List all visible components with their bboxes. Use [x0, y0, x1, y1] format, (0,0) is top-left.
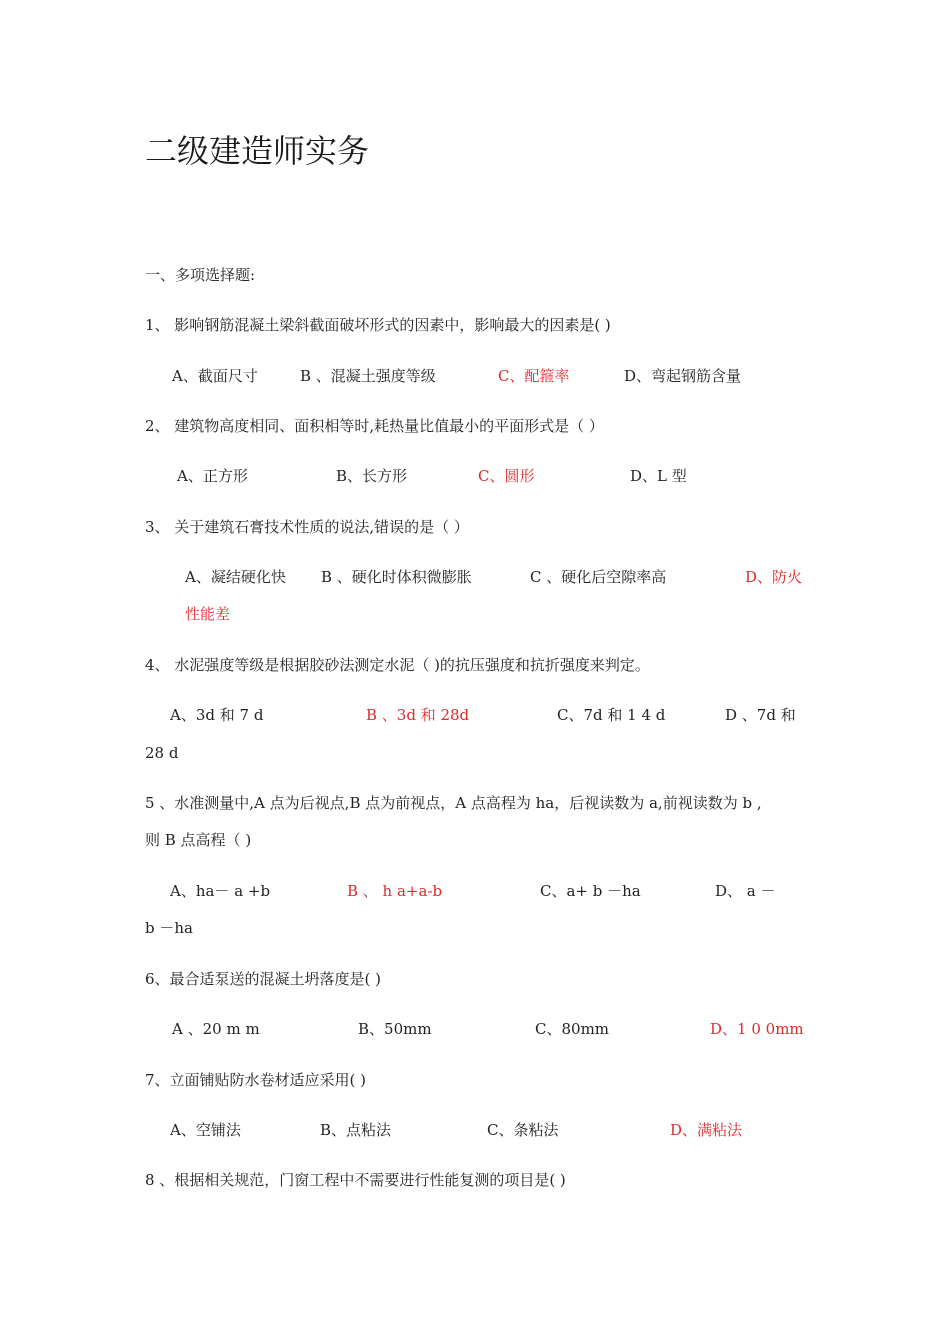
q5-option-a: A、ha－ a +b	[170, 882, 271, 900]
q6-option-d-answer: D、1 0 0mm	[710, 1020, 804, 1038]
q6-option-a: A 、20 m m	[172, 1020, 260, 1038]
q1-option-d: D、弯起钢筋含量	[624, 367, 742, 385]
q2-option-d: D、L 型	[630, 467, 687, 485]
question-4-stem: 4、 水泥强度等级是根据胶砂法测定水泥（ )的抗压强度和抗折强度来判定。	[145, 656, 650, 674]
q7-option-a: A、空铺法	[170, 1121, 241, 1139]
q4-option-c: C、7d 和 1 4 d	[557, 706, 666, 724]
q2-option-c-answer: C、圆形	[478, 467, 535, 485]
q3-option-a: A、凝结硬化快	[185, 568, 286, 586]
q5-option-d: D、 a －	[715, 882, 776, 900]
q1-option-b: B 、混凝土强度等级	[300, 367, 436, 385]
q6-option-c: C、80mm	[535, 1020, 610, 1038]
q2-option-b: B、长方形	[336, 467, 408, 485]
q7-option-b: B、点粘法	[320, 1121, 392, 1139]
question-7-stem: 7、立面铺贴防水卷材适应采用( )	[145, 1071, 367, 1089]
q4-option-b-answer: B 、3d 和 28d	[366, 706, 470, 724]
q1-option-c-answer: C、配箍率	[498, 367, 570, 385]
q5-option-c: C、a+ b －ha	[540, 882, 641, 900]
q5-option-b-answer: B 、 h a+a-b	[347, 882, 443, 900]
q4-option-d-continued: 28 d	[145, 744, 179, 762]
q6-option-b: B、50mm	[358, 1020, 432, 1038]
q7-option-d-answer: D、满粘法	[670, 1121, 743, 1139]
document-title: 二级建造师实务	[145, 132, 370, 170]
q7-option-c: C、条粘法	[487, 1121, 559, 1139]
section-heading: 一、多项选择题:	[145, 266, 256, 284]
question-8-stem: 8 、根据相关规范，门窗工程中不需要进行性能复测的项目是( )	[145, 1171, 566, 1189]
q2-option-a: A、正方形	[177, 467, 248, 485]
q5-option-d-continued: b －ha	[145, 919, 193, 937]
question-3-stem: 3、 关于建筑石膏技术性质的说法,错误的是（ ）	[145, 518, 469, 536]
question-5-stem: 5 、水准测量中,A 点为后视点,B 点为前视点，A 点高程为 ha，后视读数为 a,前视读数为 b ,	[145, 794, 762, 812]
q3-option-d-answer: D、防火	[745, 568, 803, 586]
q4-option-d: D 、7d 和	[725, 706, 796, 724]
question-1-stem: 1、 影响钢筋混凝土梁斜截面破坏形式的因素中，影响最大的因素是( )	[145, 316, 611, 334]
question-5-stem-continued: 则 B 点高程（ )	[145, 831, 252, 849]
question-2-stem: 2、 建筑物高度相同、面积相等时,耗热量比值最小的平面形式是（ ）	[145, 417, 604, 435]
q3-option-b: B 、硬化时体积微膨胀	[321, 568, 472, 586]
q3-option-c: C 、硬化后空隙率高	[530, 568, 667, 586]
question-6-stem: 6、最合适泵送的混凝土坍落度是( )	[145, 970, 382, 988]
q3-option-d-answer-continued: 性能差	[185, 605, 231, 623]
q1-option-a: A、截面尺寸	[172, 367, 258, 385]
q4-option-a: A、3d 和 7 d	[170, 706, 264, 724]
